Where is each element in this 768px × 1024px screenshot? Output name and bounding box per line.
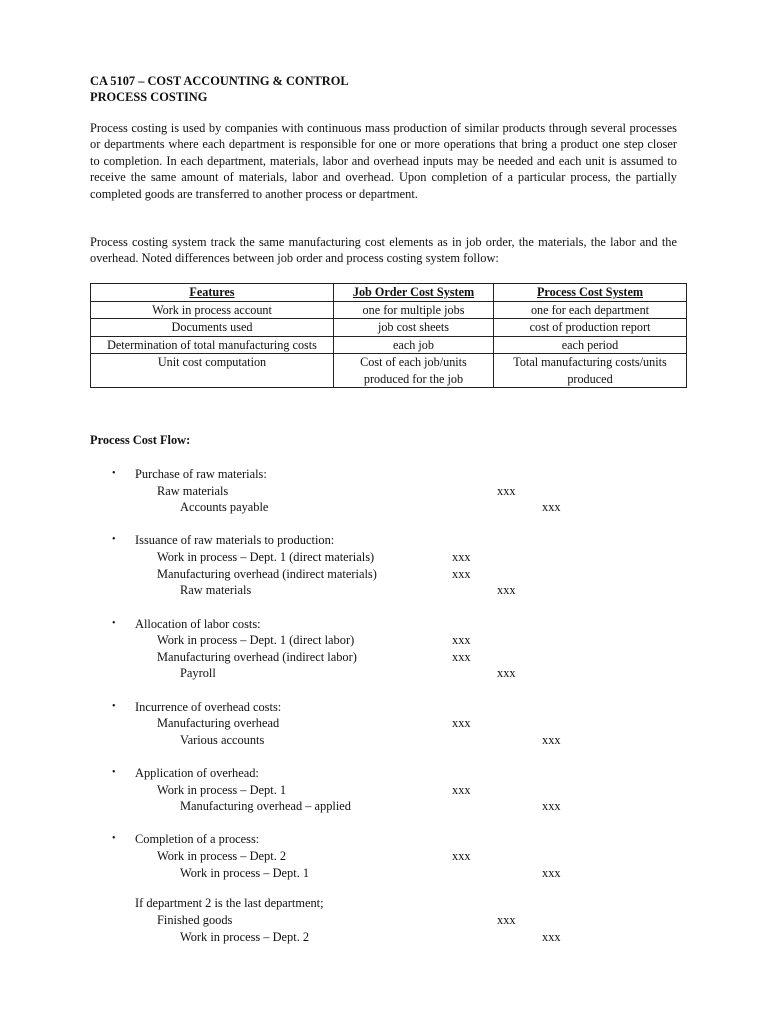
entry-title: Application of overhead: bbox=[135, 766, 259, 780]
debit-account: Manufacturing overhead bbox=[157, 716, 280, 730]
table-cell: cost of production report bbox=[494, 319, 687, 337]
table-row bbox=[91, 336, 687, 354]
table-row bbox=[91, 354, 687, 388]
table-row bbox=[91, 319, 687, 337]
bullet-glyph: • bbox=[112, 767, 116, 778]
entry-title: Issuance of raw materials to production: bbox=[135, 533, 335, 547]
debit-account: Raw materials bbox=[157, 484, 229, 498]
comparison-table bbox=[90, 283, 687, 388]
bullet-glyph: • bbox=[112, 534, 116, 545]
entry-title: Completion of a process: bbox=[135, 832, 260, 846]
debit-amount: xxx bbox=[452, 550, 471, 564]
credit-amount: xxx bbox=[497, 583, 516, 597]
credit-amount: xxx bbox=[497, 666, 516, 680]
table-cell: Total manufacturing costs/units produced bbox=[494, 354, 687, 388]
credit-amount: xxx bbox=[542, 799, 561, 813]
credit-account: Accounts payable bbox=[180, 500, 269, 514]
course-title: CA 5107 – COST ACCOUNTING & CONTROL bbox=[90, 74, 349, 88]
table-header-row bbox=[91, 284, 687, 302]
intro-paragraph-1: Process costing is used by companies with continuous mass production of similar products through several processes or departments where each department is responsible for one or more operations that bring a product one step closer to completion. In each department, materials, labor and overhead inputs may be needed and each unit is assumed to receive the same amount of materials, labor and overhead. Upon completion of a particular process, the partially completed goods are transferred to another process or department. bbox=[90, 121, 677, 201]
credit-account: Work in process – Dept. 2 bbox=[180, 930, 310, 944]
entry-title: Purchase of raw materials: bbox=[135, 467, 267, 481]
table-row bbox=[91, 301, 687, 319]
bullet-glyph: • bbox=[112, 701, 116, 712]
table-cell: each job bbox=[334, 336, 494, 354]
bullet-glyph: • bbox=[112, 833, 116, 844]
debit-amount: xxx bbox=[452, 783, 471, 797]
intro-paragraph-2: Process costing system track the same manufacturing cost elements as in job order, the materials, the labor and the overhead. Noted differences between job order and process costing system follow: bbox=[90, 235, 677, 266]
entry-title: Allocation of labor costs: bbox=[135, 617, 261, 631]
debit-amount: xxx bbox=[497, 913, 516, 927]
table-cell: Determination of total manufacturing costs bbox=[91, 336, 334, 354]
credit-account: Work in process – Dept. 1 bbox=[180, 866, 310, 880]
debit-account: Manufacturing overhead (indirect materials) bbox=[157, 567, 377, 581]
bullet-glyph: • bbox=[112, 618, 116, 629]
debit-amount: xxx bbox=[452, 650, 471, 664]
entry-title: If department 2 is the last department; bbox=[135, 896, 324, 910]
process-cost-flow-title: Process Cost Flow: bbox=[90, 433, 191, 447]
credit-account: Various accounts bbox=[180, 733, 265, 747]
debit-account: Work in process – Dept. 1 bbox=[157, 783, 287, 797]
credit-account: Raw materials bbox=[180, 583, 252, 597]
entry-title: Incurrence of overhead costs: bbox=[135, 700, 282, 714]
table-cell: Unit cost computation bbox=[91, 354, 334, 388]
debit-amount: xxx bbox=[452, 567, 471, 581]
debit-account: Finished goods bbox=[157, 913, 233, 927]
credit-account: Manufacturing overhead – applied bbox=[180, 799, 351, 813]
debit-amount: xxx bbox=[497, 484, 516, 498]
header-job-order: Job Order Cost System bbox=[334, 284, 494, 302]
debit-amount: xxx bbox=[452, 849, 471, 863]
table-cell: one for each department bbox=[494, 301, 687, 319]
credit-amount: xxx bbox=[542, 500, 561, 514]
table-cell: each period bbox=[494, 336, 687, 354]
table-cell: one for multiple jobs bbox=[334, 301, 494, 319]
credit-amount: xxx bbox=[542, 866, 561, 880]
table-cell: Work in process account bbox=[91, 301, 334, 319]
topic-title: PROCESS COSTING bbox=[90, 90, 208, 104]
header-process: Process Cost System bbox=[494, 284, 687, 302]
header-features: Features bbox=[91, 284, 334, 302]
debit-amount: xxx bbox=[452, 716, 471, 730]
debit-account: Work in process – Dept. 1 (direct labor) bbox=[157, 633, 355, 647]
table-cell: Documents used bbox=[91, 319, 334, 337]
debit-amount: xxx bbox=[452, 633, 471, 647]
credit-account: Payroll bbox=[180, 666, 216, 680]
debit-account: Manufacturing overhead (indirect labor) bbox=[157, 650, 357, 664]
table-cell: job cost sheets bbox=[334, 319, 494, 337]
credit-amount: xxx bbox=[542, 733, 561, 747]
table-cell: Cost of each job/units produced for the job bbox=[334, 354, 494, 388]
bullet-glyph: • bbox=[112, 468, 116, 479]
debit-account: Work in process – Dept. 1 (direct materials) bbox=[157, 550, 375, 564]
credit-amount: xxx bbox=[542, 930, 561, 944]
debit-account: Work in process – Dept. 2 bbox=[157, 849, 287, 863]
